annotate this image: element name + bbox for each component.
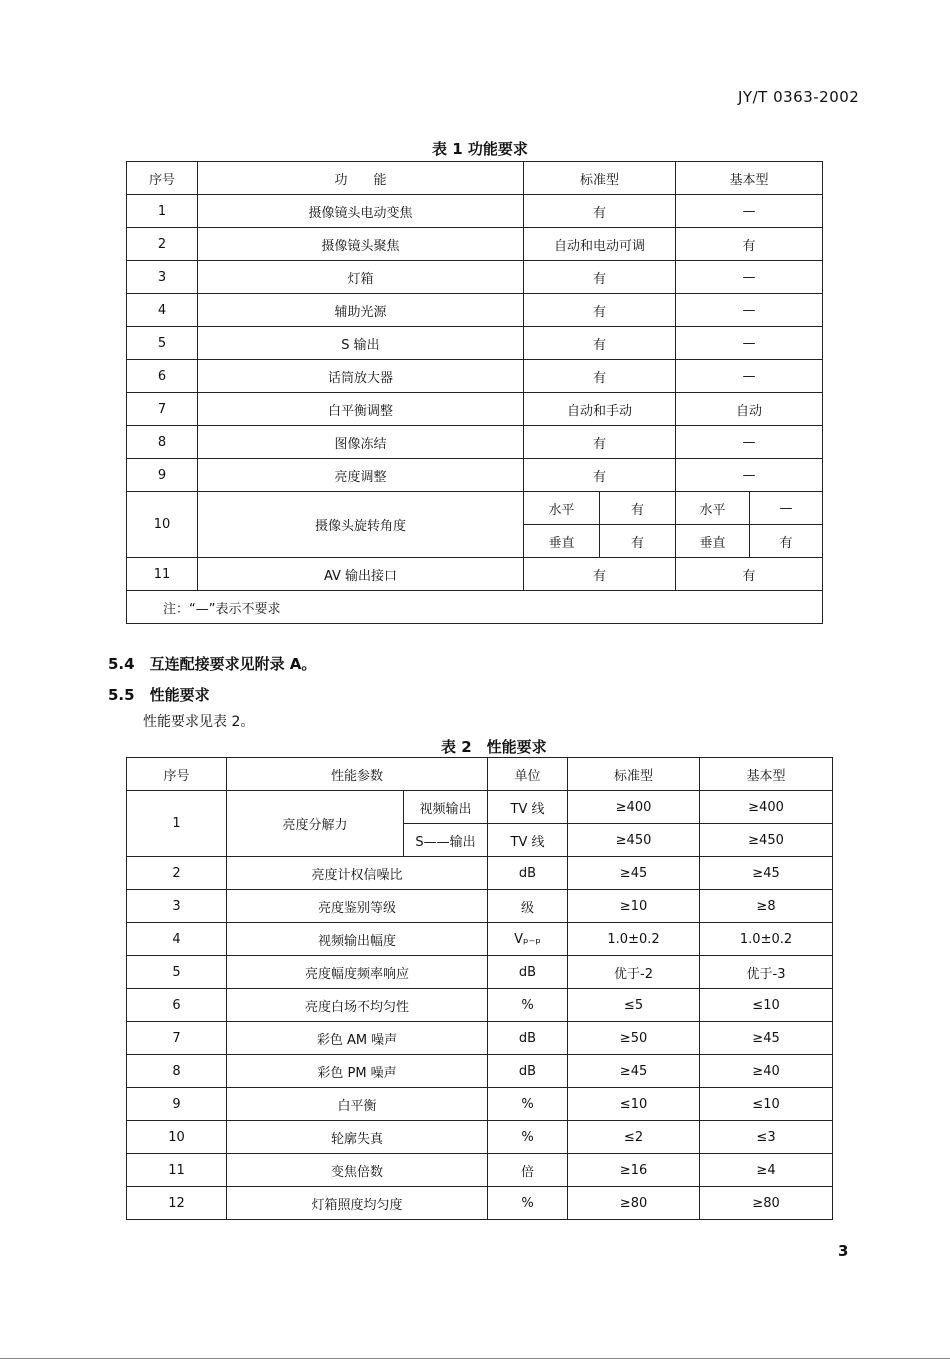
cell-standard: ≤10 <box>568 1088 700 1121</box>
table-row <box>127 228 823 261</box>
cell-no: 4 <box>127 294 198 327</box>
cell-no: 5 <box>127 327 198 360</box>
cell-basic: — <box>676 426 823 459</box>
table-row <box>127 426 823 459</box>
cell-standard: 1.0±0.2 <box>568 923 700 956</box>
page-bottom-rule <box>0 1358 950 1359</box>
cell-no: 6 <box>127 989 227 1022</box>
cell-standard: 自动和电动可调 <box>524 228 676 261</box>
table1-caption: 表 1 功能要求 <box>432 140 528 158</box>
function-requirements-table <box>126 161 823 624</box>
cell-standard: ≥50 <box>568 1022 700 1055</box>
table-row <box>127 1055 833 1088</box>
cell-standard: 有 <box>524 294 676 327</box>
cell-standard-horizontal: 有 <box>600 492 676 525</box>
cell-standard: ≥16 <box>568 1154 700 1187</box>
cell-vertical-label: 垂直 <box>676 525 750 558</box>
header-function: 功 能 <box>198 162 524 195</box>
cell-unit: dB <box>488 1055 568 1088</box>
cell-no: 4 <box>127 923 227 956</box>
cell-parameter: 变焦倍数 <box>227 1154 488 1187</box>
cell-function: AV 输出接口 <box>198 558 524 591</box>
cell-standard: ≤2 <box>568 1121 700 1154</box>
section-5-5: 5.5 性能要求 <box>108 686 210 704</box>
cell-basic: ≥80 <box>700 1187 833 1220</box>
cell-standard: ≥45 <box>568 1055 700 1088</box>
cell-no: 9 <box>127 459 198 492</box>
cell-no: 9 <box>127 1088 227 1121</box>
header-no: 序号 <box>127 758 227 791</box>
cell-no: 10 <box>127 492 198 558</box>
table-row <box>127 989 833 1022</box>
table-row <box>127 459 823 492</box>
table-row <box>127 1088 833 1121</box>
cell-unit: dB <box>488 857 568 890</box>
cell-basic: — <box>676 294 823 327</box>
cell-basic: ≥8 <box>700 890 833 923</box>
cell-basic: 优于-3 <box>700 956 833 989</box>
cell-basic: 有 <box>676 558 823 591</box>
cell-basic-horizontal: — <box>750 492 823 525</box>
header-basic: 基本型 <box>700 758 833 791</box>
cell-basic: ≥4 <box>700 1154 833 1187</box>
table-row <box>127 956 833 989</box>
page-number: 3 <box>838 1242 849 1260</box>
cell-standard: ≥400 <box>568 791 700 824</box>
cell-standard: 有 <box>524 327 676 360</box>
cell-sub-parameter: S——输出 <box>404 824 488 857</box>
cell-parameter: 灯箱照度均匀度 <box>227 1187 488 1220</box>
cell-no: 8 <box>127 426 198 459</box>
table-row <box>127 294 823 327</box>
cell-function: 白平衡调整 <box>198 393 524 426</box>
cell-standard: ≤5 <box>568 989 700 1022</box>
cell-standard: ≥10 <box>568 890 700 923</box>
table-row <box>127 492 823 525</box>
cell-function: 灯箱 <box>198 261 524 294</box>
cell-no: 7 <box>127 1022 227 1055</box>
cell-parameter: 白平衡 <box>227 1088 488 1121</box>
table-row <box>127 791 833 824</box>
cell-standard: ≥45 <box>568 857 700 890</box>
cell-unit: dB <box>488 1022 568 1055</box>
header-parameter: 性能参数 <box>227 758 488 791</box>
cell-standard: 自动和手动 <box>524 393 676 426</box>
table-row <box>127 1154 833 1187</box>
table-row <box>127 195 823 228</box>
table-header-row <box>127 758 833 791</box>
cell-basic: — <box>676 360 823 393</box>
cell-unit: % <box>488 1088 568 1121</box>
table-row <box>127 393 823 426</box>
header-no: 序号 <box>127 162 198 195</box>
cell-parameter: 亮度鉴别等级 <box>227 890 488 923</box>
cell-no: 3 <box>127 261 198 294</box>
table-row <box>127 327 823 360</box>
cell-basic: 1.0±0.2 <box>700 923 833 956</box>
cell-parameter: 彩色 PM 噪声 <box>227 1055 488 1088</box>
table-row <box>127 857 833 890</box>
cell-parameter: 亮度幅度频率响应 <box>227 956 488 989</box>
cell-basic: ≤3 <box>700 1121 833 1154</box>
table-row <box>127 558 823 591</box>
cell-horizontal-label: 水平 <box>524 492 600 525</box>
cell-no: 10 <box>127 1121 227 1154</box>
cell-basic: ≥45 <box>700 1022 833 1055</box>
cell-unit: 级 <box>488 890 568 923</box>
table-row <box>127 1121 833 1154</box>
cell-no: 1 <box>127 791 227 857</box>
cell-function: 辅助光源 <box>198 294 524 327</box>
cell-horizontal-label: 水平 <box>676 492 750 525</box>
cell-no: 6 <box>127 360 198 393</box>
cell-basic: 自动 <box>676 393 823 426</box>
document-code: JY/T 0363-2002 <box>738 88 860 106</box>
cell-no: 7 <box>127 393 198 426</box>
cell-unit: 倍 <box>488 1154 568 1187</box>
cell-standard: 有 <box>524 360 676 393</box>
cell-basic: 有 <box>676 228 823 261</box>
cell-basic: — <box>676 327 823 360</box>
table-header-row <box>127 162 823 195</box>
cell-basic: ≥45 <box>700 857 833 890</box>
cell-standard-vertical: 有 <box>600 525 676 558</box>
cell-basic: ≤10 <box>700 1088 833 1121</box>
table-note-row <box>127 591 823 624</box>
cell-unit: TV 线 <box>488 824 568 857</box>
cell-function: 摄像头旋转角度 <box>198 492 524 558</box>
cell-unit: % <box>488 989 568 1022</box>
table-note: 注：“—”表示不要求 <box>127 591 823 624</box>
cell-function: 摄像镜头聚焦 <box>198 228 524 261</box>
table-row <box>127 890 833 923</box>
cell-function: 亮度调整 <box>198 459 524 492</box>
header-standard: 标准型 <box>524 162 676 195</box>
cell-no: 8 <box>127 1055 227 1088</box>
cell-unit: Vₚ₋ₚ <box>488 923 568 956</box>
cell-unit: TV 线 <box>488 791 568 824</box>
cell-basic: ≥40 <box>700 1055 833 1088</box>
cell-standard: 优于-2 <box>568 956 700 989</box>
section-5-5-text: 性能要求见表 2。 <box>143 714 255 730</box>
header-standard: 标准型 <box>568 758 700 791</box>
cell-unit: % <box>488 1187 568 1220</box>
cell-standard: 有 <box>524 558 676 591</box>
performance-requirements-table <box>126 757 833 1220</box>
table-row <box>127 261 823 294</box>
cell-unit: % <box>488 1121 568 1154</box>
section-5-4: 5.4 互连配接要求见附录 A。 <box>108 655 317 673</box>
cell-basic: ≥450 <box>700 824 833 857</box>
cell-parameter: 亮度计权信噪比 <box>227 857 488 890</box>
cell-function: 摄像镜头电动变焦 <box>198 195 524 228</box>
header-unit: 单位 <box>488 758 568 791</box>
cell-basic: — <box>676 459 823 492</box>
cell-standard: 有 <box>524 459 676 492</box>
table2-caption: 表 2 性能要求 <box>441 738 547 756</box>
table-row <box>127 1022 833 1055</box>
cell-standard: ≥80 <box>568 1187 700 1220</box>
cell-standard: 有 <box>524 426 676 459</box>
cell-unit: dB <box>488 956 568 989</box>
cell-no: 3 <box>127 890 227 923</box>
cell-parameter: 轮廓失真 <box>227 1121 488 1154</box>
cell-no: 5 <box>127 956 227 989</box>
cell-no: 12 <box>127 1187 227 1220</box>
cell-no: 2 <box>127 228 198 261</box>
header-basic: 基本型 <box>676 162 823 195</box>
cell-standard: 有 <box>524 195 676 228</box>
table-row <box>127 1187 833 1220</box>
cell-parameter: 亮度白场不均匀性 <box>227 989 488 1022</box>
cell-standard: ≥450 <box>568 824 700 857</box>
cell-basic-vertical: 有 <box>750 525 823 558</box>
cell-no: 1 <box>127 195 198 228</box>
cell-no: 2 <box>127 857 227 890</box>
cell-function: 图像冻结 <box>198 426 524 459</box>
cell-sub-parameter: 视频输出 <box>404 791 488 824</box>
table-row <box>127 923 833 956</box>
table-row <box>127 360 823 393</box>
cell-function: S 输出 <box>198 327 524 360</box>
cell-parameter: 视频输出幅度 <box>227 923 488 956</box>
cell-basic: ≤10 <box>700 989 833 1022</box>
cell-vertical-label: 垂直 <box>524 525 600 558</box>
cell-no: 11 <box>127 1154 227 1187</box>
cell-function: 话筒放大器 <box>198 360 524 393</box>
cell-no: 11 <box>127 558 198 591</box>
cell-standard: 有 <box>524 261 676 294</box>
cell-basic: — <box>676 261 823 294</box>
cell-basic: ≥400 <box>700 791 833 824</box>
cell-parameter: 亮度分解力 <box>227 791 404 857</box>
cell-basic: — <box>676 195 823 228</box>
cell-parameter: 彩色 AM 噪声 <box>227 1022 488 1055</box>
